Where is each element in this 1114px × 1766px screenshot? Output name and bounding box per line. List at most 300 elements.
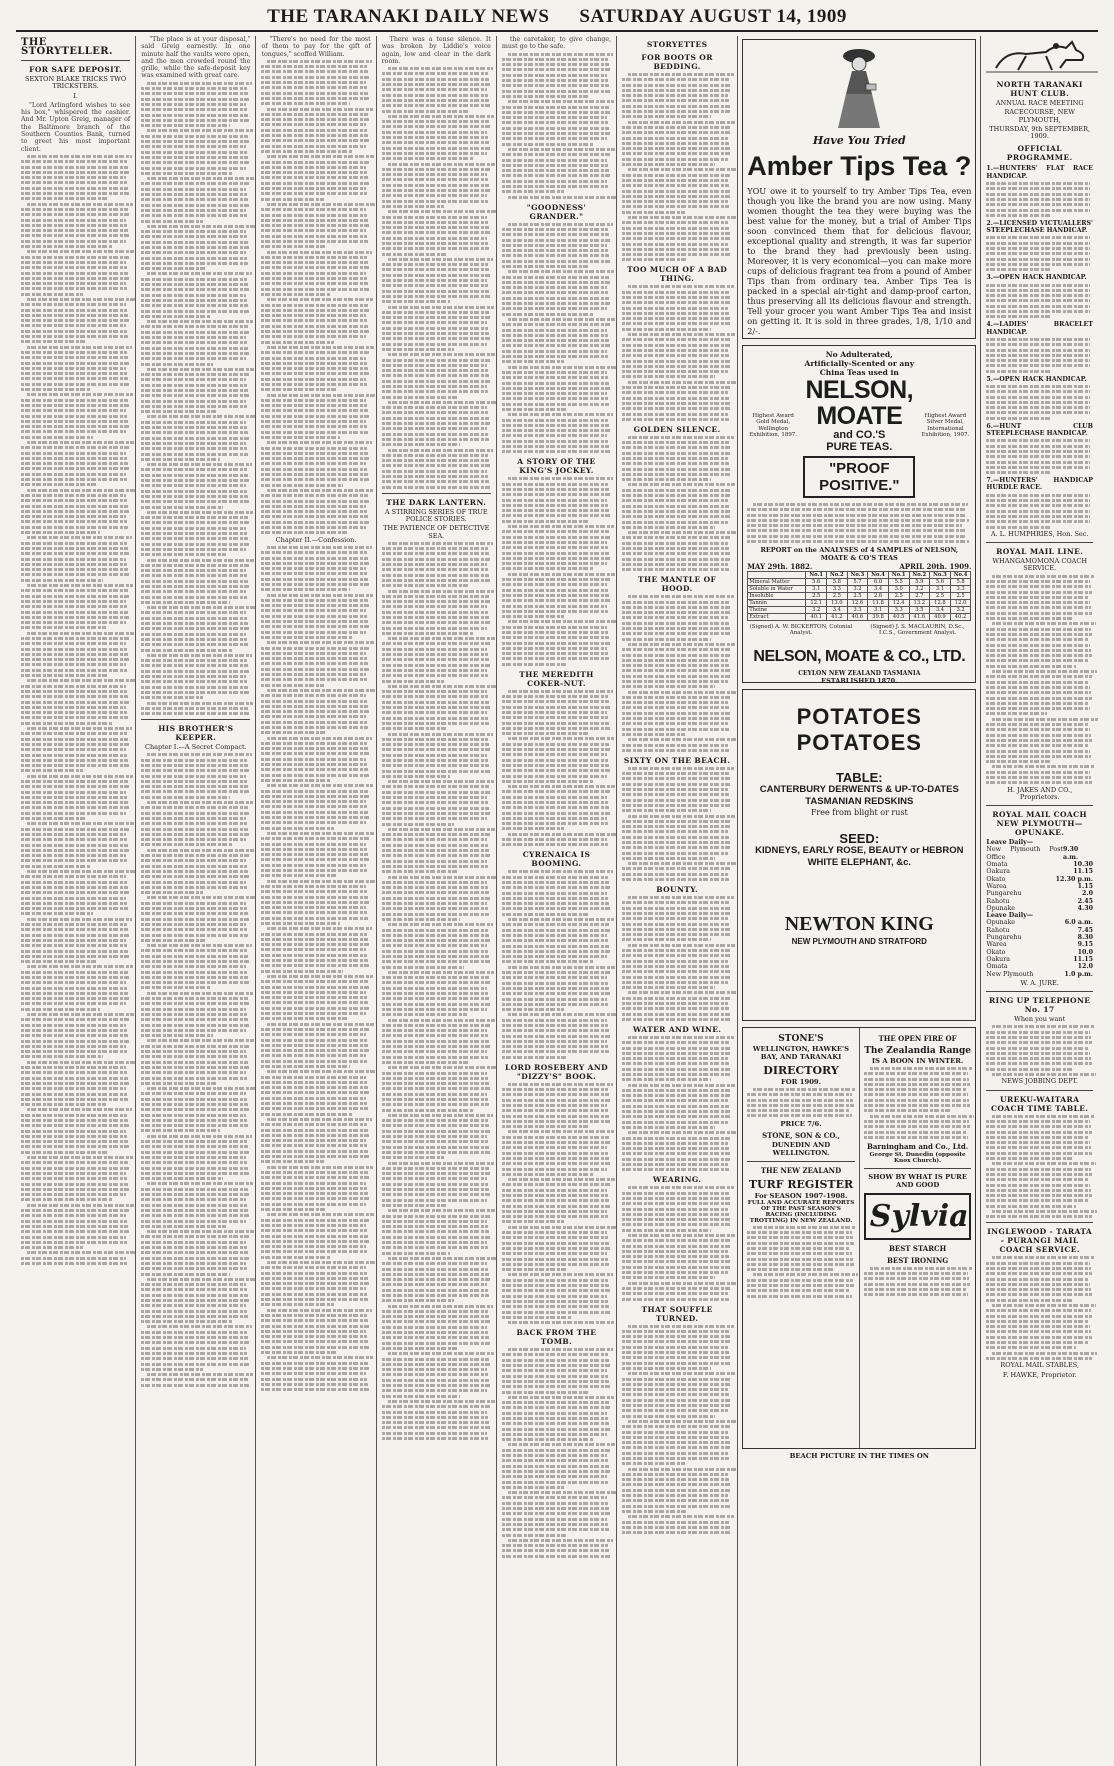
text-line bbox=[27, 679, 135, 682]
text-line bbox=[986, 1262, 1089, 1265]
text-line bbox=[622, 489, 730, 492]
text-line bbox=[622, 536, 731, 539]
analysis-cell: 2.7 bbox=[909, 593, 930, 600]
text-line bbox=[21, 367, 126, 370]
text-line bbox=[141, 806, 248, 809]
text-line bbox=[261, 1171, 368, 1174]
text-line bbox=[261, 1298, 368, 1301]
text-line bbox=[382, 860, 487, 863]
text-line bbox=[622, 1462, 685, 1465]
text-line bbox=[986, 1205, 1076, 1208]
timetable-row bbox=[986, 905, 1093, 912]
analysis-cell: 12.8 bbox=[930, 600, 951, 607]
text-line bbox=[261, 362, 367, 365]
text-line bbox=[147, 1373, 253, 1376]
analysis-cell: 5.5 bbox=[888, 579, 909, 586]
text-line bbox=[622, 997, 731, 1000]
text-line bbox=[382, 1283, 487, 1286]
text-line bbox=[502, 1289, 610, 1292]
text-line bbox=[21, 934, 129, 937]
text-line bbox=[622, 632, 731, 635]
text-line bbox=[747, 1109, 850, 1112]
text-line bbox=[382, 459, 489, 462]
text-line bbox=[147, 559, 254, 562]
text-line bbox=[147, 1135, 252, 1138]
text-line bbox=[986, 364, 1089, 367]
text-line bbox=[147, 654, 252, 657]
text-line bbox=[622, 84, 730, 87]
text-line bbox=[21, 849, 129, 852]
text-line bbox=[261, 774, 369, 777]
text-line bbox=[261, 245, 327, 248]
text-line bbox=[622, 344, 731, 347]
text-line bbox=[141, 817, 246, 820]
text-line bbox=[141, 87, 247, 90]
text-line bbox=[622, 1362, 731, 1365]
timetable-time: 1.0 p.m. bbox=[1064, 970, 1093, 978]
text-line bbox=[502, 1088, 608, 1091]
text-line bbox=[267, 346, 374, 349]
text-line bbox=[261, 726, 368, 729]
text-line bbox=[141, 209, 246, 212]
article-heading: GOLDEN SILENCE. bbox=[633, 424, 721, 434]
text-line bbox=[382, 125, 490, 128]
text-line bbox=[382, 574, 489, 577]
analysis-cell: 5.7 bbox=[847, 579, 868, 586]
text-line bbox=[141, 939, 207, 942]
text-line bbox=[382, 653, 488, 656]
text-line bbox=[21, 356, 128, 359]
text-line bbox=[986, 675, 1092, 678]
text-line bbox=[622, 452, 731, 455]
text-line bbox=[21, 192, 129, 195]
timetable-time: 9.15 bbox=[1077, 941, 1093, 949]
masthead-date: SATURDAY AUGUST 14, 1909 bbox=[579, 6, 847, 27]
text-line bbox=[141, 410, 216, 413]
text-line bbox=[141, 1167, 248, 1170]
text-line bbox=[382, 902, 487, 905]
text-line bbox=[502, 121, 608, 124]
text-line bbox=[141, 1288, 247, 1291]
text-line bbox=[261, 551, 367, 554]
text-line bbox=[622, 1062, 729, 1065]
text-line bbox=[502, 812, 610, 815]
text-line bbox=[747, 1252, 851, 1255]
text-line bbox=[986, 214, 1050, 217]
text-line bbox=[986, 1036, 1090, 1039]
text-line bbox=[382, 1236, 490, 1239]
text-line bbox=[141, 447, 247, 450]
nelson-center bbox=[803, 350, 915, 501]
text-line bbox=[261, 1139, 366, 1142]
text-line bbox=[382, 658, 489, 661]
text-line bbox=[622, 468, 730, 471]
article-text: "Lord Arlingford wishes to see his box," whispered the cashier. And Mr. Upton Greig, manager of the Baltimore branch of the Southern Counties Bank, turned to greet his most important client. bbox=[21, 101, 131, 153]
text-line bbox=[261, 1378, 367, 1381]
analysis-col-head: No.3 bbox=[930, 572, 951, 579]
text-line bbox=[382, 1082, 489, 1085]
column-notices: NORTH TARANAKI HUNT CLUB. ANNUAL RACE MEETING RACECOURSE, NEW PLYMOUTH, THURSDAY, 9th SEPTEMBER, 1909. OFFICIAL PROGRAMME. 1.—HUNTERS' FLAT RACE HANDICAP. 2.—LICENSED VICTUALLERS' STEEPLECHASE HANDICAP. 3.—OPEN HACK HANDICAP. 4.—LADIES' BRACELET HANDICAP. 5.—OPEN HACK HANDICAP. 6.—HUNT CLUB STEEPLECHASE HANDICAP. 7.—HUNTERS' HANDICAP HURDLE RACE. A. L. HUMPHRIES, Hon. Sec. ROYAL MAIL LINE. WHANGAMOMONA COACH SERVICE. H. JAKES AND CO., Proprietors. ROYAL MAIL COACH NEW PLYMOUTH—OPUNAKE. Leave Daily— New Plymouth Post Office 9.30 a.m. Omata 10.30 Oakura 11.15 Okato 12.30 p.m. Warea 1.15 Pungarehu 2.0 Rahotu 2.45 Opunake 4.30 Leave Daily— Opunake 6.0 a.m. Rahotu 7.45 Pungarehu 8.30 Warea 9.15 Okato 10.0 Oakura 11.15 Omata 12.0 New Plymouth 1.0 p.m. W. A. JURE. RING UP TELEPHONE No. 17 When you want NEWS JOBBING DEPT. UREKU-WAITARA COACH TIME TABLE. INGLEWOOD - TARATA - PURANGI MAIL COACH SERVICE. ROYAL MAIL STABLES, F. HAWKE, Proprietor. bbox=[981, 36, 1098, 1766]
text-line bbox=[382, 364, 487, 367]
text-line bbox=[628, 1468, 737, 1471]
analysis-col-head: No.1 bbox=[806, 572, 827, 579]
text-line bbox=[141, 114, 248, 117]
text-line bbox=[21, 219, 126, 222]
text-line bbox=[382, 194, 487, 197]
text-line bbox=[261, 980, 368, 983]
text-line bbox=[502, 1359, 609, 1362]
text-line bbox=[622, 1218, 730, 1221]
text-line bbox=[382, 785, 489, 788]
text-line bbox=[21, 939, 126, 942]
text-line bbox=[622, 928, 730, 931]
text-line bbox=[21, 674, 109, 677]
text-line bbox=[622, 413, 728, 416]
text-line bbox=[502, 90, 610, 93]
text-line bbox=[382, 950, 488, 953]
text-line bbox=[502, 169, 609, 172]
text-line bbox=[27, 775, 133, 778]
text-line bbox=[261, 150, 353, 153]
text-line bbox=[622, 1436, 729, 1439]
text-line bbox=[502, 111, 610, 114]
text-line bbox=[267, 60, 372, 63]
text-line bbox=[502, 1173, 594, 1176]
text-line bbox=[382, 1310, 488, 1313]
analysis-cell: 12.1 bbox=[806, 600, 827, 607]
article-text: There was a tense silence. It was broken by Liddie's voice again, low and clear in the dark room. bbox=[381, 36, 491, 65]
text-line bbox=[747, 540, 969, 543]
text-line bbox=[502, 1056, 568, 1059]
text-line bbox=[261, 768, 368, 771]
text-line bbox=[261, 76, 369, 79]
text-line bbox=[382, 1013, 467, 1016]
text-line bbox=[21, 213, 129, 216]
text-line bbox=[382, 1130, 490, 1133]
text-line bbox=[502, 1168, 607, 1171]
text-line bbox=[21, 462, 128, 465]
text-line bbox=[508, 318, 615, 321]
text-line bbox=[986, 665, 1076, 668]
text-line bbox=[382, 1172, 490, 1175]
text-line bbox=[382, 263, 488, 266]
text-line bbox=[986, 612, 1092, 615]
text-line bbox=[27, 203, 133, 206]
text-line bbox=[21, 1151, 109, 1154]
text-line bbox=[382, 1109, 474, 1112]
text-line bbox=[141, 590, 246, 593]
article-heading: TOO MUCH OF A BAD THING. bbox=[627, 265, 728, 284]
text-line bbox=[622, 1393, 729, 1396]
text-line bbox=[141, 928, 247, 931]
timetable-row bbox=[986, 919, 1093, 926]
analysis-cell: 3.4 bbox=[930, 607, 951, 614]
timetable-row bbox=[986, 934, 1093, 941]
article-filler bbox=[21, 155, 130, 1265]
text-line bbox=[622, 563, 728, 566]
text-line bbox=[141, 1008, 246, 1011]
text-line bbox=[21, 372, 127, 375]
text-line bbox=[382, 147, 490, 150]
text-line bbox=[622, 338, 730, 341]
text-line bbox=[141, 1061, 248, 1064]
text-line bbox=[21, 171, 129, 174]
text-line bbox=[502, 1465, 609, 1468]
text-line bbox=[986, 385, 1089, 388]
analysis-cell: 11.8 bbox=[868, 600, 889, 607]
text-line bbox=[622, 706, 729, 709]
text-line bbox=[267, 1213, 374, 1216]
text-line bbox=[502, 520, 590, 523]
text-line bbox=[502, 355, 608, 358]
text-line bbox=[622, 1041, 729, 1044]
text-line bbox=[986, 1325, 1089, 1328]
text-line bbox=[147, 320, 253, 323]
text-line bbox=[986, 638, 1088, 641]
text-line bbox=[141, 923, 246, 926]
text-line bbox=[986, 305, 1089, 308]
text-line bbox=[21, 1066, 126, 1069]
text-line bbox=[21, 388, 90, 391]
text-line bbox=[622, 907, 730, 910]
text-line bbox=[141, 1029, 246, 1032]
text-line bbox=[508, 1013, 616, 1016]
text-line bbox=[382, 987, 487, 990]
text-line bbox=[622, 1260, 730, 1263]
text-line bbox=[986, 1057, 1090, 1060]
text-line bbox=[261, 1107, 368, 1110]
text-line bbox=[141, 1363, 249, 1366]
text-line bbox=[141, 617, 247, 620]
text-line bbox=[622, 1473, 728, 1476]
text-line bbox=[141, 304, 248, 307]
analysis-cell: 12.6 bbox=[847, 600, 868, 607]
medal-right: Highest Award Silver Medal, International Exhibition, 1907. bbox=[921, 412, 970, 438]
text-line bbox=[628, 767, 734, 770]
text-line bbox=[261, 858, 369, 861]
text-line bbox=[628, 1325, 734, 1328]
text-line bbox=[261, 705, 368, 708]
timetable-row bbox=[986, 956, 1093, 963]
text-line bbox=[21, 229, 128, 232]
timetable-time: 2.45 bbox=[1077, 897, 1093, 905]
text-line bbox=[747, 1093, 851, 1096]
text-line bbox=[382, 981, 490, 984]
text-line bbox=[141, 124, 229, 127]
text-line bbox=[502, 1210, 607, 1213]
text-line bbox=[622, 772, 729, 775]
text-line bbox=[382, 1373, 488, 1376]
text-line bbox=[382, 881, 487, 884]
text-line bbox=[267, 155, 374, 158]
timetable-stop: Okato bbox=[986, 948, 1006, 956]
text-line bbox=[382, 348, 454, 351]
text-line bbox=[382, 390, 488, 393]
text-line bbox=[622, 960, 728, 963]
text-line bbox=[21, 430, 126, 433]
text-line bbox=[622, 174, 731, 177]
text-line bbox=[141, 267, 207, 270]
text-line bbox=[986, 310, 1089, 313]
text-line bbox=[141, 1018, 248, 1021]
text-line bbox=[261, 65, 367, 68]
report-title: REPORT on the ANALYSES of 4 SAMPLES of NELSON, MOATE & CO'S TEAS bbox=[760, 546, 959, 563]
text-line bbox=[261, 219, 368, 222]
text-line bbox=[141, 352, 249, 355]
timetable-stop: Warea bbox=[986, 941, 1007, 949]
text-line bbox=[864, 1293, 968, 1296]
text-line bbox=[502, 1502, 608, 1505]
text-line bbox=[141, 611, 246, 614]
text-line bbox=[141, 1156, 246, 1159]
text-line bbox=[21, 1002, 126, 1005]
text-line bbox=[21, 319, 129, 322]
text-line bbox=[21, 738, 128, 741]
text-line bbox=[502, 429, 610, 432]
timetable-stop: Rahotu bbox=[986, 926, 1010, 934]
text-line bbox=[986, 499, 1089, 502]
text-line bbox=[21, 992, 128, 995]
text-line bbox=[141, 426, 247, 429]
text-line bbox=[27, 441, 134, 444]
text-line bbox=[141, 299, 247, 302]
analysis-cell: 3.3 bbox=[888, 607, 909, 614]
race-entry: 3.—OPEN HACK HANDICAP. bbox=[986, 274, 1087, 282]
text-line bbox=[261, 452, 368, 455]
analysis-cell: 40.5 bbox=[888, 614, 909, 621]
text-line bbox=[986, 263, 1089, 266]
text-line bbox=[141, 103, 246, 106]
text-line bbox=[622, 446, 730, 449]
text-line bbox=[141, 949, 247, 952]
text-line bbox=[261, 1346, 369, 1349]
analysis-cell: 41.2 bbox=[827, 614, 848, 621]
text-line bbox=[141, 870, 248, 873]
text-line bbox=[261, 779, 330, 782]
text-line bbox=[864, 1088, 967, 1091]
text-line bbox=[986, 1336, 1092, 1339]
text-line bbox=[382, 1384, 490, 1387]
text-line bbox=[502, 424, 609, 427]
text-line bbox=[622, 552, 730, 555]
text-line bbox=[382, 1262, 487, 1265]
text-line bbox=[986, 439, 1089, 442]
text-line bbox=[986, 515, 1089, 518]
text-line bbox=[261, 1176, 369, 1179]
text-line bbox=[141, 251, 246, 254]
text-line bbox=[382, 1336, 489, 1339]
timetable-row bbox=[986, 876, 1093, 883]
text-line bbox=[382, 664, 490, 667]
text-line bbox=[622, 1266, 731, 1269]
text-line bbox=[622, 291, 729, 294]
text-line bbox=[261, 473, 368, 476]
ad-filler bbox=[747, 503, 971, 543]
text-line bbox=[622, 878, 729, 881]
text-line bbox=[261, 1160, 323, 1163]
text-line bbox=[502, 652, 608, 655]
text-line bbox=[147, 368, 254, 371]
text-line bbox=[21, 181, 127, 184]
text-line bbox=[622, 1105, 729, 1108]
article-filler bbox=[502, 1348, 611, 1558]
text-line bbox=[382, 1056, 488, 1059]
text-line bbox=[502, 827, 564, 830]
text-line bbox=[622, 1152, 730, 1155]
text-line bbox=[382, 955, 489, 958]
text-line bbox=[382, 1167, 489, 1170]
text-line bbox=[261, 214, 367, 217]
text-line bbox=[141, 1378, 248, 1381]
seed-heading: SEED: bbox=[839, 831, 880, 846]
text-line bbox=[622, 611, 731, 614]
text-line bbox=[986, 755, 1090, 758]
text-line bbox=[267, 489, 373, 492]
text-line bbox=[21, 833, 126, 836]
signatures: (Signed) A. W. BICKERTON, Colonial Analyst. (Signed) J. S. MACLAURIN, D.Sc., I.C.S., Government Analyst. bbox=[749, 624, 965, 637]
text-line bbox=[261, 1250, 367, 1253]
race-entry: 5.—OPEN HACK HANDICAP. bbox=[986, 375, 1087, 383]
text-line bbox=[622, 981, 728, 984]
text-line bbox=[388, 306, 494, 309]
text-line bbox=[141, 484, 246, 487]
text-line bbox=[502, 1295, 607, 1298]
text-line bbox=[382, 359, 490, 362]
text-line bbox=[382, 83, 490, 86]
text-line bbox=[622, 1276, 714, 1279]
text-line bbox=[21, 875, 126, 878]
masthead-title: THE TARANAKI DAILY NEWS bbox=[267, 6, 550, 27]
timetable-stop: Warea bbox=[986, 882, 1007, 890]
text-line bbox=[622, 1378, 730, 1381]
text-line bbox=[141, 859, 246, 862]
text-line bbox=[267, 1309, 372, 1312]
race-details bbox=[986, 385, 1093, 420]
text-line bbox=[21, 287, 127, 290]
text-line bbox=[622, 954, 731, 957]
text-line bbox=[261, 1330, 366, 1333]
text-line bbox=[21, 277, 129, 280]
text-line bbox=[502, 239, 610, 242]
text-line bbox=[141, 389, 248, 392]
text-line bbox=[622, 1425, 731, 1428]
text-line bbox=[502, 939, 608, 942]
text-line bbox=[864, 1120, 969, 1123]
text-line bbox=[622, 728, 729, 731]
text-line bbox=[864, 1104, 971, 1107]
text-line bbox=[382, 844, 488, 847]
text-line bbox=[141, 790, 249, 793]
text-line bbox=[141, 585, 249, 588]
analysis-cell: 3.5 bbox=[909, 607, 930, 614]
text-line bbox=[622, 825, 731, 828]
text-line bbox=[382, 1124, 489, 1127]
nelson-footer: NELSON, MOATE & CO., LTD. bbox=[753, 648, 966, 666]
text-line bbox=[986, 1357, 1092, 1360]
text-line bbox=[622, 1330, 729, 1333]
text-line bbox=[21, 1236, 126, 1239]
text-line bbox=[141, 1172, 249, 1175]
text-line bbox=[622, 1047, 730, 1050]
text-line bbox=[628, 991, 736, 994]
text-line bbox=[502, 971, 610, 974]
text-line bbox=[141, 241, 248, 244]
text-line bbox=[388, 449, 493, 452]
text-line bbox=[986, 617, 1072, 620]
text-line bbox=[261, 1303, 333, 1306]
text-line bbox=[141, 627, 249, 630]
text-line bbox=[502, 753, 607, 756]
